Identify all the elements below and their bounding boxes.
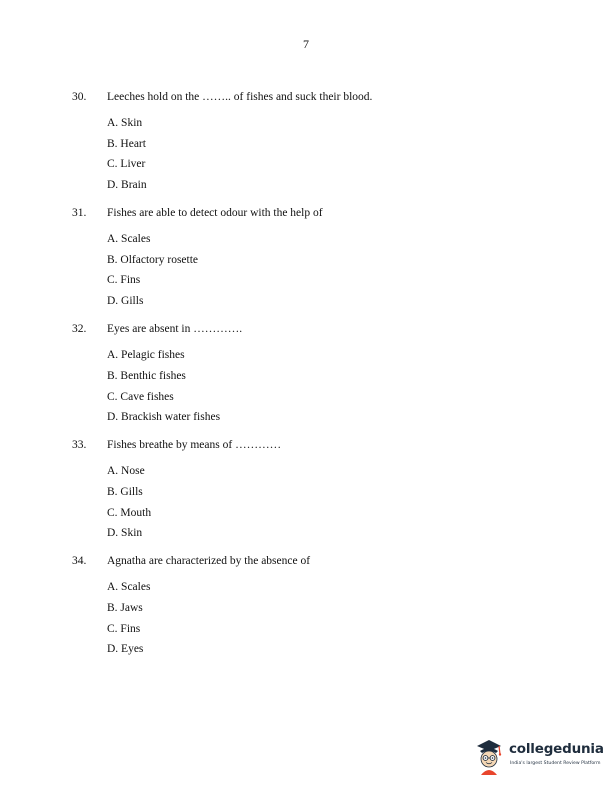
question-31 [72,206,542,308]
brand-tagline: India's largest Student Review Platform [510,761,601,766]
option-list [107,116,542,192]
question-number: 33. [72,439,87,452]
question-number: 34. [72,555,87,568]
option-d: D. Skin [107,527,143,540]
option-b: B. Benthic fishes [107,369,186,382]
question-32 [72,322,542,424]
option-c: C. Cave fishes [107,390,174,403]
question-text: Leeches hold on the …….. of fishes and suck their blood. [107,91,373,103]
option-c: C. Liver [107,158,146,171]
brand-name: collegedunia [509,741,604,757]
option-c: C. Fins [107,274,141,287]
option-a: A. Nose [107,465,145,478]
option-a: A. Pelagic fishes [107,349,185,362]
question-list [72,90,542,670]
question-34 [72,554,542,656]
option-b: B. Jaws [107,601,143,614]
option-d: D. Gills [107,295,144,308]
option-list [107,348,542,424]
question-text: Fishes are able to detect odour with the help of [107,207,323,220]
brand-logo [472,737,604,777]
question-number: 32. [72,323,87,336]
question-number: 30. [72,91,87,103]
question-33 [72,438,542,540]
option-d: D. Brackish water fishes [107,411,221,424]
question-text: Fishes breathe by means of ………… [107,439,282,452]
question-text: Agnatha are characterized by the absence of [107,555,311,568]
option-b: B. Heart [107,137,146,150]
question-30 [72,90,542,192]
option-list [107,580,542,656]
option-a: A. Scales [107,233,151,246]
option-a: A. Scales [107,581,151,594]
question-number: 31. [72,207,87,220]
option-list [107,232,542,308]
question-text: Eyes are absent in …………. [107,323,243,336]
page-number: 7 [303,37,309,51]
mascot-icon [472,737,506,777]
option-a: A. Skin [107,117,143,129]
option-c: C. Fins [107,622,141,635]
option-list [107,464,542,540]
option-b: B. Gills [107,485,143,498]
option-b: B. Olfactory rosette [107,253,199,266]
option-d: D. Eyes [107,643,144,656]
option-d: D. Brain [107,179,147,192]
option-c: C. Mouth [107,506,152,519]
